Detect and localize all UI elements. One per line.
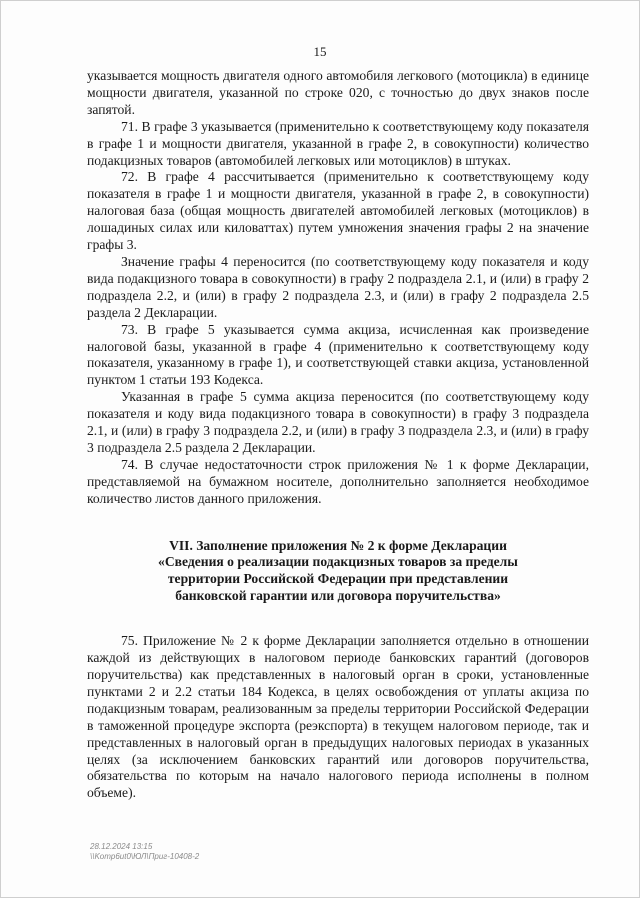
- paragraph-73-transfer: Указанная в графе 5 сумма акциза переносится (по соответствующему коду показателя и коду вида подакцизного товара в совокупности) в графу 3 подраздела 2.1, и (или) в графу 3 подраздела 2.2, и (или) в графу 3 подраздела 2.3, и (или) в графу 3 подраздела 2.5 раздела 2 Декларации.: [87, 389, 589, 455]
- document-body: [87, 68, 589, 802]
- paragraph-71: 71. В графе 3 указывается (применительно к соответствующему коду показателя в графе 1 и мощности двигателя, указанной в графе 2, в совокупности) количество подакцизных товаров (автомобилей легковых или мотоциклов) в штуках.: [87, 118, 589, 168]
- heading-line: VII. Заполнение приложения № 2 к форме Декларации: [169, 537, 507, 553]
- footer-stamp: [90, 842, 199, 862]
- heading-line: территории Российской Федерации при представлении: [167, 571, 509, 587]
- paragraph-74: 74. В случае недостаточности строк приложения № 1 к форме Декларации, представляемой на бумажном носителе, дополнительно заполняется необходимое количество листов данного приложения.: [87, 456, 589, 506]
- section-heading: [87, 538, 589, 606]
- paragraph-continuation: указывается мощность двигателя одного автомобиля легкового (мотоцикла) в единице мощности двигателя, указанной по строке 020, с точностью до двух знаков после запятой.: [87, 68, 589, 117]
- paragraph-75: 75. Приложение № 2 к форме Декларации заполняется отдельно в отношении каждой из действующих в налоговом периоде банковских гарантий (договоров поручительства) как представленных в налоговый орган в сроки, установленные пунктами 2 и 2.2 статьи 184 Кодекса, в целях освобождения от уплаты акциза по подакцизным товарам, реализованным за пределы территории Российской Федерации в таможенной процедуре экспорта (реэкспорта) в текущем налоговом периоде, так и представленных в налоговый орган в предыдущих налоговых периодах в указанных целях (за исключением банковских гарантий или договоров поручительства, обязательства по которым на начало налогового периода исполнены в полном объеме).: [87, 633, 589, 801]
- footer-path: \\Komp6ut0\ЮЛ\Приг-10408-2: [90, 852, 200, 861]
- paragraph-72: 72. В графе 4 рассчитывается (применительно к соответствующему коду показателя в графе 1 и мощности двигателя, указанной в графе 2, в совокупности) налоговая база (общая мощность двигателей автомобилей легковых (мотоциклов) в лошадиных силах или киловаттах) путем умножения значения графы 2 на значение графы 3.: [87, 169, 589, 253]
- paragraph-73: 73. В графе 5 указывается сумма акциза, исчисленная как произведение налоговой базы, указанной в графе 4 (применительно к соответствующему коду показателя, указанному в графе 1), и соответствующей ставки акциза, установленной пунктом 1 статьи 193 Кодекса.: [87, 321, 589, 388]
- page-number: 15: [313, 44, 327, 59]
- heading-line: банковской гарантии или договора поручительства»: [175, 588, 501, 604]
- heading-line: «Сведения о реализации подакцизных товаров за пределы: [158, 554, 518, 570]
- footer-date: 28.12.2024 13:15: [90, 842, 153, 851]
- paragraph-72-transfer: Значение графы 4 переносится (по соответствующему коду показателя и коду вида подакцизного товара в совокупности) в графу 2 подраздела 2.1, и (или) в графу 2 подраздела 2.2, и (или) в графу 2 подраздела 2.3, и (или) в графу 2 подраздела 2.5 раздела 2 Декларации.: [87, 253, 589, 320]
